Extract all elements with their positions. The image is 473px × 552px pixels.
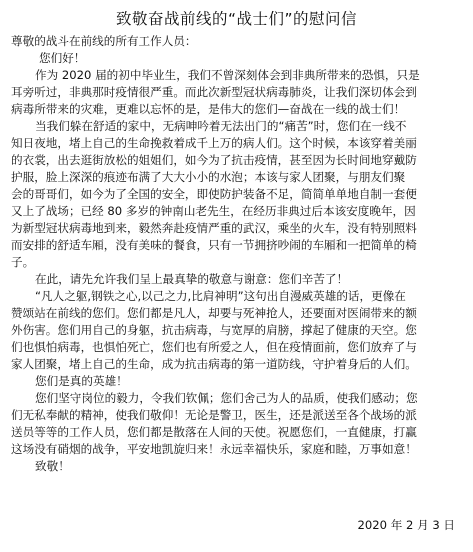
paragraph-line: 知日夜地，堵上自己的生命挽救着成千上万的病人们。这个时候，本该穿着美丽 [11, 136, 417, 150]
paragraph-1 [11, 67, 462, 118]
paragraph-line: 当我们躲在舒适的家中，无病呻吟着无法出门的“痛苦”时，您们在一线不 [35, 119, 407, 133]
date-signature: 2020 年 2 月 3 日 [357, 518, 455, 532]
salutation: 尊敬的战斗在前线的所有工作人员： [11, 34, 197, 48]
paragraph-line: 又上了战场；已经 80 多岁的钟南山老先生，在经历非典过后本该安度晚年，因 [11, 204, 416, 218]
paragraph-line: 作为 2020 届的初中毕业生，我们不曾深刻体会到非典所带来的恐惧，只是 [35, 68, 420, 82]
letter-title: 致敬奋战前线的“战士们”的慰问信 [115, 10, 358, 28]
paragraph-line: 们无私奉献的精神，使我们敬仰！无论是警卫，医生，还是派送至各个战场的派 [11, 408, 417, 422]
paragraph-line: 子。 [11, 255, 35, 269]
paragraph-line: “凡人之躯,钢铁之心,以己之力,比肩神明”这句出自漫威英雄的话，更像在 [35, 289, 406, 303]
paragraph-line: 会的哥哥们，如今为了全国的安全，即使防护装备不足，简简单单地自制一套便 [11, 187, 417, 201]
paragraph-line: 您们坚守岗位的毅力，令我们钦佩；您们舍己为人的品质，使我们感动；您 [35, 391, 418, 405]
paragraph-line: 而安排的舒适车厢，没有美味的餐食，只有一节拥挤吵闹的车厢和一把简单的椅 [11, 238, 417, 252]
paragraph-line: 赞颂站在前线的您们。您们都是凡人，却要与死神抢人，还要面对医闹带来的额 [11, 306, 417, 320]
paragraph-4 [11, 288, 462, 373]
paragraph-3 [11, 271, 462, 288]
closing: 致敬！ [35, 459, 70, 473]
letter-body [11, 33, 462, 475]
paragraph-line: 家人团聚，堵上自己的生命，成为抗击病毒的第一道防线，守护着身后的人们。 [11, 357, 417, 371]
paragraph-line: 病毒所带来的灾难，更难以忘怀的是，是伟大的您们—奋战在一线的战士们！ [11, 102, 406, 116]
paragraph-line: 送员等等的工作人员，您们都是散落在人间的天使。祝愿您们，一直健康，打赢 [11, 425, 417, 439]
paragraph-line: 这场没有硝烟的战争，平安地凯旋归来！永远幸福快乐，家庭和睦，万事如意！ [11, 442, 417, 456]
paragraph-line: 的衣裳，出去逛街放松的姐姐们，如今为了抗击疫情，甚至因为长时间地穿戴防 [11, 153, 417, 167]
paragraph-6 [11, 390, 462, 458]
paragraph-line: 耳旁听过，非典那时疫情很严重。而此次新型冠状病毒肺炎，让我们深切体会到 [11, 85, 417, 99]
greeting: 您们好！ [39, 51, 86, 65]
paragraph-line: 护服，脸上深深的痕迹布满了大大小小的水泡；本该与家人团聚，与朋友们聚 [11, 170, 406, 184]
paragraph-line: 们也惧怕病毒，也惧怕死亡，您们也有所爱之人，但在疫情面前，您们放弃了与 [11, 340, 417, 354]
paragraph-line: 在此，请先允许我们呈上最真挚的敬意与谢意：您们辛苦了！ [35, 272, 349, 286]
paragraph-line: 为新型冠状病毒地到来，毅然奔赴疫情严重的武汉，乘坐的火车，没有特别照料 [11, 221, 417, 235]
paragraph-2 [11, 118, 462, 271]
paragraph-line: 外伤害。您们用自己的身躯，抗击病毒，与宽厚的肩膀，撑起了健康的天空。您 [11, 323, 417, 337]
paragraph-5 [11, 373, 462, 390]
paragraph-line: 您们是真的英雄！ [35, 374, 128, 388]
